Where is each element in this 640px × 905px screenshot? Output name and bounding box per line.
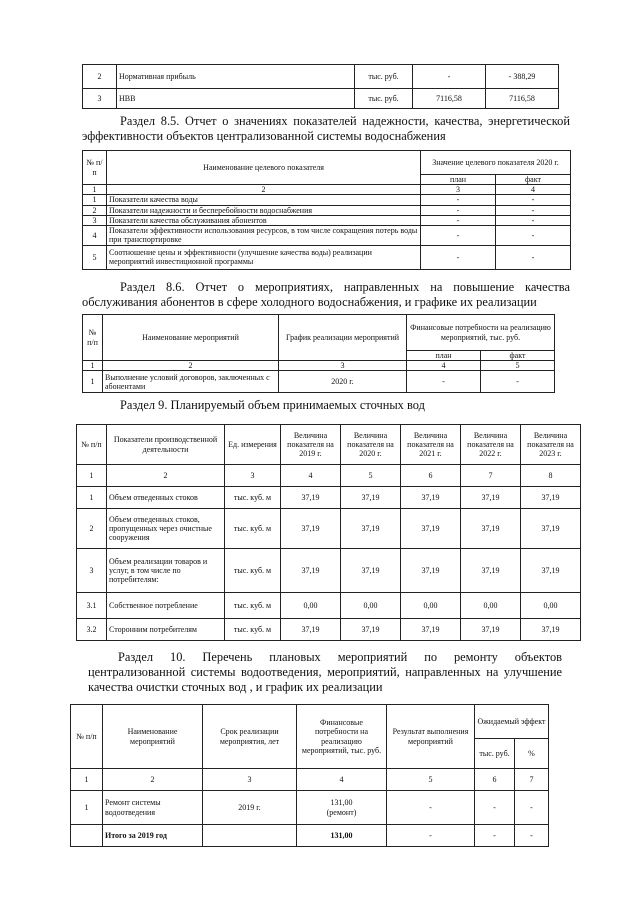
table-row — [77, 487, 581, 509]
header-schedule: График реализации мероприятий — [279, 315, 407, 361]
row-effect-percent: - — [515, 791, 549, 825]
row-name: Сторонним потребителям — [107, 619, 225, 641]
row-plan: - — [407, 371, 481, 393]
header-fact: факт — [481, 351, 555, 361]
row-value-2021: 37,19 — [401, 619, 461, 641]
row-num: 1 — [71, 791, 103, 825]
index-cell: 2 — [103, 361, 279, 371]
row-num: 3.2 — [77, 619, 107, 641]
row-finance-note: (ремонт) — [326, 807, 357, 817]
row-num: 5 — [83, 245, 107, 269]
row-fact: - — [496, 225, 571, 245]
table-row — [83, 225, 571, 245]
row-effect-rub: - — [475, 791, 515, 825]
row-num: 3 — [77, 549, 107, 593]
header-num: № п/п — [77, 425, 107, 465]
index-cell: 3 — [279, 361, 407, 371]
index-cell: 4 — [496, 185, 571, 195]
row-unit: тыс. куб. м — [225, 487, 281, 509]
header-indicator-name: Наименование целевого показателя — [107, 151, 421, 185]
row-value-2021: 0,00 — [401, 593, 461, 619]
row-plan: - — [421, 225, 496, 245]
row-value-2022: 0,00 — [461, 593, 521, 619]
row-unit: тыс. куб. м — [225, 619, 281, 641]
table-row — [77, 619, 581, 641]
table-row — [77, 549, 581, 593]
header-finance: Финансовые потребности на реализацию мероприятий, тыс. руб. — [407, 315, 555, 351]
row-unit: тыс. руб. — [355, 89, 413, 109]
table-row — [71, 791, 549, 825]
header-2022: Величина показателя на 2022 г. — [461, 425, 521, 465]
section-9-heading: Раздел 9. Планируемый объем принимаемых сточных вод — [120, 398, 425, 412]
index-row — [83, 185, 571, 195]
header-fact: факт — [496, 175, 571, 185]
table-row — [83, 245, 571, 269]
section-8-5-table — [82, 150, 571, 270]
row-num: 3 — [83, 89, 117, 109]
header-plan: план — [407, 351, 481, 361]
row-value-2021: 37,19 — [401, 487, 461, 509]
row-num: 3 — [83, 215, 107, 225]
index-cell: 1 — [77, 465, 107, 487]
total-row — [71, 825, 549, 847]
row-fact: - — [481, 371, 555, 393]
row-value-2019: 37,19 — [281, 509, 341, 549]
header-2019: Величина показателя на 2019 г. — [281, 425, 341, 465]
row-result: - — [387, 791, 475, 825]
row-plan: - — [421, 195, 496, 205]
header-period: Срок реализации мероприятия, лет — [203, 705, 297, 769]
row-value-2021: 37,19 — [401, 509, 461, 549]
header-2023: Величина показателя на 2023 г. — [521, 425, 581, 465]
total-label: Итого за 2019 год — [103, 825, 203, 847]
index-cell: 3 — [225, 465, 281, 487]
row-plan: - — [421, 215, 496, 225]
index-cell: 5 — [481, 361, 555, 371]
header-num: № п/п — [83, 315, 103, 361]
row-name: Объем реализации товаров и услуг, в том числе по потребителям: — [107, 549, 225, 593]
row-value-1: - — [413, 65, 486, 89]
index-cell: 4 — [297, 769, 387, 791]
total-result: - — [387, 825, 475, 847]
index-cell: 1 — [71, 769, 103, 791]
row-name: Выполнение условий договоров, заключенных с абонентами — [103, 371, 279, 393]
row-finance-value: 131,00 — [330, 798, 353, 808]
index-cell: 2 — [107, 185, 421, 195]
index-cell: 1 — [83, 361, 103, 371]
row-num: 1 — [83, 371, 103, 393]
table-row — [83, 195, 571, 205]
section-10-table — [70, 704, 549, 847]
table-row — [77, 509, 581, 549]
row-fact: - — [496, 195, 571, 205]
section-8-5-heading: Раздел 8.5. Отчет о значениях показателей надежности, качества, энергетической эффективности объектов централизованной системы водоснабжения — [82, 114, 570, 143]
row-value-2023: 37,19 — [521, 487, 581, 509]
row-name: Объем отведенных стоков, пропущенных через очистные сооружения — [107, 509, 225, 549]
row-value-2: 7116,58 — [486, 89, 559, 109]
table-row — [83, 371, 555, 393]
row-name: Объем отведенных стоков — [107, 487, 225, 509]
index-cell: 6 — [401, 465, 461, 487]
row-value-2: - 388,29 — [486, 65, 559, 89]
row-value-1: 7116,58 — [413, 89, 486, 109]
header-num: № п/п — [71, 705, 103, 769]
total-period — [203, 825, 297, 847]
row-name: Показатели надежности и бесперебойности водоснабжения — [107, 205, 421, 215]
table-row — [83, 89, 559, 109]
index-cell: 7 — [515, 769, 549, 791]
row-name: Показатели качества обслуживания абонентов — [107, 215, 421, 225]
row-value-2023: 0,00 — [521, 593, 581, 619]
row-value-2019: 37,19 — [281, 487, 341, 509]
row-name: Показатели качества воды — [107, 195, 421, 205]
index-row — [71, 769, 549, 791]
section-10-heading: Раздел 10. Перечень плановых мероприятий по ремонту объектов централизованной системы водоотведения, мероприятий, направленных на улучшение качества очистки сточных вод , и график их реализации — [88, 650, 562, 694]
header-result: Результат выполнения мероприятий — [387, 705, 475, 769]
total-effect-percent: - — [515, 825, 549, 847]
row-value-2020: 0,00 — [341, 593, 401, 619]
header-2021: Величина показателя на 2021 г. — [401, 425, 461, 465]
row-name: Соотношение цены и эффективности (улучшение качества воды) реализации мероприятий инвестиционной программы — [107, 245, 421, 269]
row-value-2019: 37,19 — [281, 549, 341, 593]
row-unit: тыс. куб. м — [225, 549, 281, 593]
row-fact: - — [496, 205, 571, 215]
row-value-2022: 37,19 — [461, 619, 521, 641]
header-measure-name: Наименование мероприятий — [103, 315, 279, 361]
row-value-2020: 37,19 — [341, 549, 401, 593]
row-schedule: 2020 г. — [279, 371, 407, 393]
row-name: Нормативная прибыль — [117, 65, 355, 89]
row-plan: - — [421, 205, 496, 215]
row-name: Собственное потребление — [107, 593, 225, 619]
total-finance: 131,00 — [297, 825, 387, 847]
header-2020: Величина показателя на 2020 г. — [341, 425, 401, 465]
row-value-2019: 0,00 — [281, 593, 341, 619]
row-value-2023: 37,19 — [521, 549, 581, 593]
index-cell: 7 — [461, 465, 521, 487]
row-value-2023: 37,19 — [521, 619, 581, 641]
index-cell: 3 — [203, 769, 297, 791]
row-num: 2 — [83, 205, 107, 215]
row-num: 4 — [83, 225, 107, 245]
row-num: 2 — [77, 509, 107, 549]
row-value-2022: 37,19 — [461, 487, 521, 509]
index-cell: 4 — [407, 361, 481, 371]
header-plan: план — [421, 175, 496, 185]
row-value-2021: 37,19 — [401, 549, 461, 593]
row-value-2022: 37,19 — [461, 509, 521, 549]
row-unit: тыс. куб. м — [225, 593, 281, 619]
row-unit: тыс. куб. м — [225, 509, 281, 549]
total-num — [71, 825, 103, 847]
index-cell: 2 — [103, 769, 203, 791]
index-cell: 5 — [341, 465, 401, 487]
index-row — [83, 361, 555, 371]
header-target-value: Значение целевого показателя 2020 г. — [421, 151, 571, 175]
section-8-6-heading: Раздел 8.6. Отчет о мероприятиях, направленных на повышение качества обслуживания абонентов в сфере холодного водоснабжения, и графике их реализации — [82, 280, 570, 309]
row-period: 2019 г. — [203, 791, 297, 825]
table-row — [83, 205, 571, 215]
index-cell: 8 — [521, 465, 581, 487]
header-unit: Ед. измерения — [225, 425, 281, 465]
row-num: 2 — [83, 65, 117, 89]
row-num: 1 — [77, 487, 107, 509]
index-cell: 3 — [421, 185, 496, 195]
row-value-2022: 37,19 — [461, 549, 521, 593]
table-row — [77, 593, 581, 619]
index-cell: 5 — [387, 769, 475, 791]
header-finance: Финансовые потребности на реализацию мероприятий, тыс. руб. — [297, 705, 387, 769]
row-num: 1 — [83, 195, 107, 205]
row-unit: тыс. руб. — [355, 65, 413, 89]
index-cell: 4 — [281, 465, 341, 487]
index-cell: 6 — [475, 769, 515, 791]
table-row — [83, 215, 571, 225]
row-value-2020: 37,19 — [341, 619, 401, 641]
total-effect-rub: - — [475, 825, 515, 847]
table-row — [83, 65, 559, 89]
row-name: Показатели эффективности использования ресурсов, в том числе сокращения потерь воды при транспортировке — [107, 225, 421, 245]
index-cell: 2 — [107, 465, 225, 487]
index-cell: 1 — [83, 185, 107, 195]
row-value-2020: 37,19 — [341, 509, 401, 549]
row-num: 3.1 — [77, 593, 107, 619]
top-table — [82, 64, 559, 109]
row-fact: - — [496, 245, 571, 269]
header-percent: % — [515, 739, 549, 769]
row-fact: - — [496, 215, 571, 225]
header-num: № п/п — [83, 151, 107, 185]
row-plan: - — [421, 245, 496, 269]
row-name: НВВ — [117, 89, 355, 109]
row-finance — [297, 791, 387, 825]
index-row — [77, 465, 581, 487]
header-measure-name: Наименование мероприятий — [103, 705, 203, 769]
row-value-2020: 37,19 — [341, 487, 401, 509]
row-value-2019: 37,19 — [281, 619, 341, 641]
header-indicator: Показатели производственной деятельности — [107, 425, 225, 465]
header-rub: тыс. руб. — [475, 739, 515, 769]
section-9-table — [76, 424, 581, 641]
section-8-6-table — [82, 314, 555, 393]
header-expected-effect: Ожидаемый эффект — [475, 705, 549, 739]
row-value-2023: 37,19 — [521, 509, 581, 549]
row-name: Ремонт системы водоотведения — [103, 791, 203, 825]
